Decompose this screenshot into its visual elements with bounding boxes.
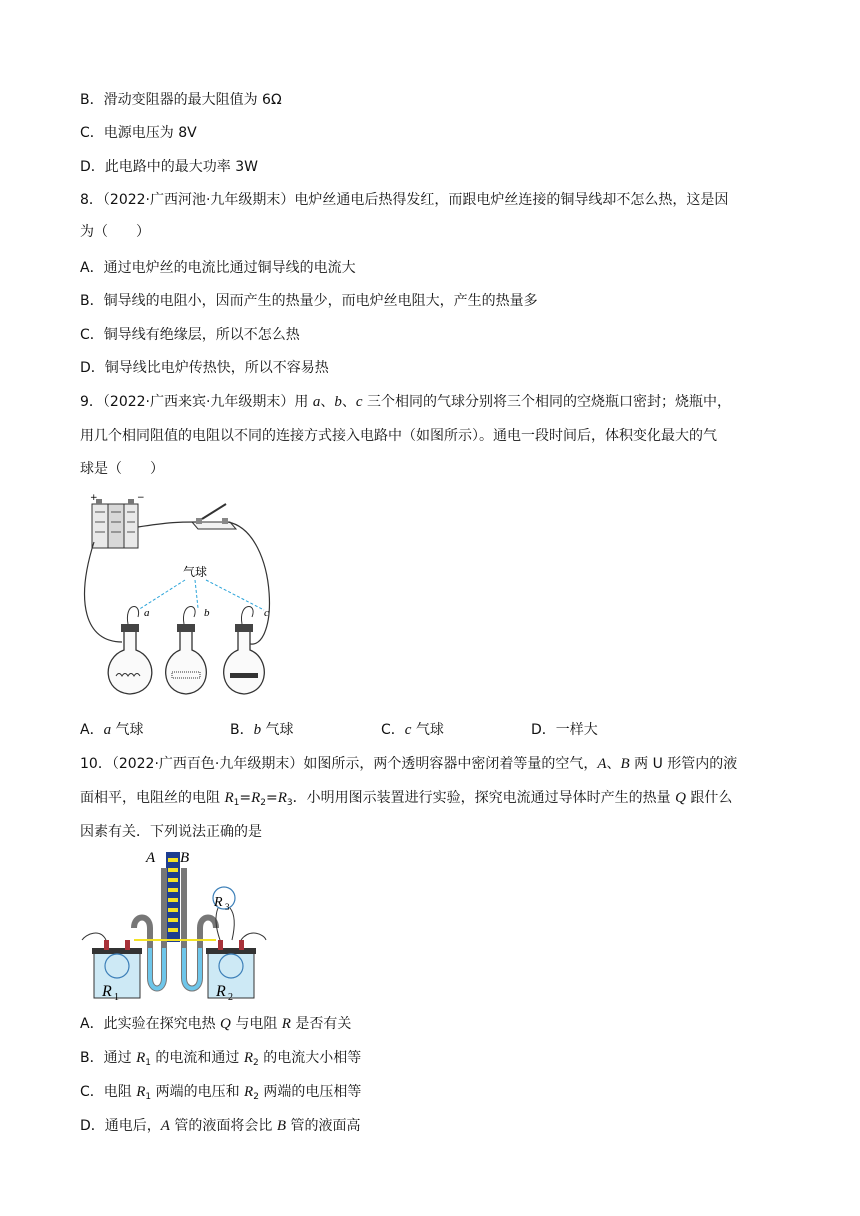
- q8-option-b: B．铜导线的电阻小，因而产生的热量少，而电炉丝电阻大，产生的热量多: [80, 293, 538, 309]
- scale-ruler-icon: [166, 852, 180, 942]
- flask-a-icon: [108, 607, 152, 694]
- flask-label-a: a: [144, 607, 150, 619]
- flask-label-c: c: [264, 607, 269, 619]
- q7-option-b: B．滑动变阻器的最大阻值为 6Ω: [80, 92, 282, 108]
- flask-label-b: b: [204, 607, 210, 619]
- q9-circuit-figure: [80, 492, 290, 712]
- q9-option-b: B．b 气球: [230, 722, 294, 738]
- flask-b-icon: [166, 607, 207, 694]
- q10-option-c: C．电阻 $R_1$ 两端的电压和 $R_2$ 两端的电压相等: [80, 1084, 362, 1102]
- q10-option-d: D．通电后，A 管的液面将会比 B 管的液面高: [80, 1118, 361, 1134]
- r2-label: R: [216, 983, 226, 1000]
- container-r2-icon: [206, 933, 266, 998]
- q10-stem-line2: 面相平，电阻丝的电阻 $R_1=R_2=R_3$．小明用图示装置进行实验，探究电流通过导体时产生的热量 Q 跟什么: [80, 790, 733, 808]
- q8-option-d: D．铜导线比电炉传热快，所以不容易热: [80, 360, 329, 376]
- q9-option-a: A．a 气球: [80, 722, 144, 738]
- battery-pack-icon: [92, 499, 138, 548]
- q10-apparatus-figure: [80, 848, 270, 1008]
- q10-stem-line1: 10．（2022·广西百色·九年级期末）如图所示，两个透明容器中密闭着等量的空气，A、B 两 U 形管内的液: [80, 756, 738, 772]
- r1-label: R: [102, 983, 112, 1000]
- q7-option-d: D．此电路中的最大功率 3W: [80, 159, 258, 175]
- q8-option-a: A．通过电炉丝的电流比通过铜导线的电流大: [80, 260, 356, 276]
- flask-c-icon: [224, 607, 265, 694]
- switch-icon: [192, 504, 236, 529]
- tube-b-label: B: [180, 850, 190, 866]
- battery-plus-label: +: [90, 493, 98, 503]
- q8-option-c: C．铜导线有绝缘层，所以不怎么热: [80, 327, 300, 343]
- container-r1-icon: [82, 933, 142, 998]
- q8-stem-line1: 8．（2022·广西河池·九年级期末）电炉丝通电后热得发红，而跟电炉丝连接的铜导线却不怎么热，这是因: [80, 192, 729, 208]
- battery-minus-label: −: [137, 493, 145, 503]
- q7-option-c: C．电源电压为 8V: [80, 125, 197, 141]
- q9-stem-line1: 9．（2022·广西来宾·九年级期末）用 a、b、c 三个相同的气球分别将三个相同的空烧瓶口密封；烧瓶中，: [80, 394, 732, 410]
- r3-subscript: 3: [225, 902, 230, 912]
- r3-label: R: [214, 895, 223, 910]
- q9-stem-line3: 球是（ ）: [80, 461, 164, 477]
- q9-option-c: C．c 气球: [381, 722, 444, 738]
- q8-stem-line2: 为（ ）: [80, 224, 150, 240]
- r2-subscript: 2: [228, 992, 233, 1003]
- balloon-label: 气球: [183, 565, 208, 579]
- tube-a-label: A: [146, 850, 156, 866]
- q10-option-b: B．通过 $R_1$ 的电流和通过 $R_2$ 的电流大小相等: [80, 1050, 362, 1068]
- q9-stem-line2: 用几个相同阻值的电阻以不同的连接方式接入电路中（如图所示）。通电一段时间后，体积变化最大的气: [80, 428, 717, 444]
- q10-stem-line3: 因素有关．下列说法正确的是: [80, 824, 262, 840]
- q9-option-d: D．一样大: [531, 722, 598, 738]
- r1-subscript: 1: [114, 992, 119, 1003]
- q10-option-a: A．此实验在探究电热 Q 与电阻 R 是否有关: [80, 1016, 352, 1032]
